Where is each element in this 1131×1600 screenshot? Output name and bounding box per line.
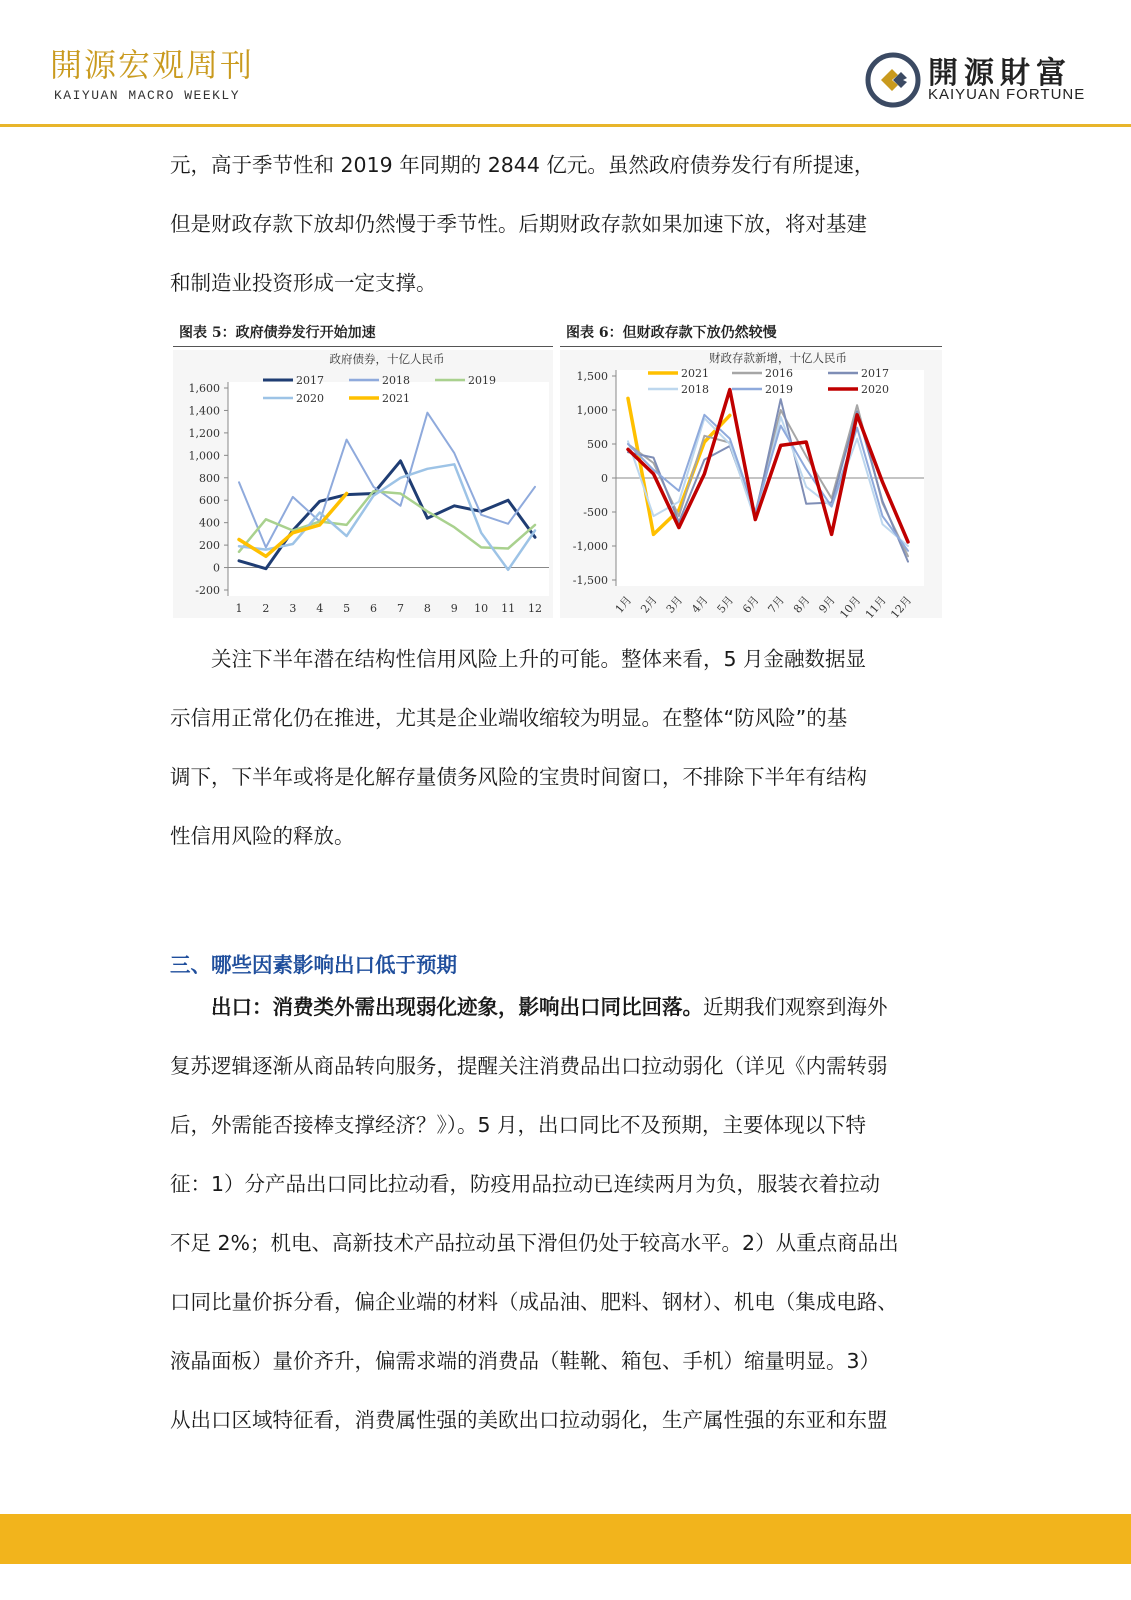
chart-gov-bonds-svg — [173, 350, 553, 618]
x-tick-label: 5月 — [714, 593, 737, 616]
brand-subtitle: KAIYUAN MACRO WEEKLY — [54, 88, 241, 103]
paragraph-exports — [170, 978, 960, 1450]
x-tick-label: 6 — [370, 602, 378, 615]
x-tick-label: 9 — [450, 602, 458, 615]
chart-fiscal-deposits — [560, 350, 942, 618]
x-tick-label: 10月 — [837, 593, 864, 618]
legend-label: 2018 — [681, 383, 709, 396]
x-tick-label: 10 — [474, 602, 489, 615]
bold-lead: 出口：消费类外需出现弱化迹象，影响出口同比回落。 — [211, 995, 703, 1019]
chart-gov-bonds — [173, 350, 553, 618]
x-tick-label: 12 — [528, 602, 542, 615]
figure-title: 图表 5：政府债券发行开始加速 — [179, 325, 376, 341]
text-line: 但是财政存款下放却仍然慢于季节性。后期财政存款如果加速下放，将对基建 — [170, 212, 867, 236]
y-tick-label: 600 — [199, 494, 220, 508]
x-tick-label: 1 — [235, 602, 243, 615]
x-tick-label: 11月 — [862, 593, 889, 618]
text-line: 关注下半年潜在结构性信用风险上升的可能。整体来看，5 月金融数据显 — [211, 647, 867, 671]
y-tick-label: 1,600 — [188, 382, 220, 395]
y-tick-label: -1,500 — [572, 574, 608, 587]
legend-label: 2020 — [861, 383, 889, 396]
figure-title-rule — [173, 346, 553, 347]
y-tick-label: 500 — [587, 438, 608, 451]
figure-6 — [560, 318, 942, 618]
legend-label: 2019 — [765, 383, 793, 396]
y-tick-label: 200 — [199, 539, 220, 553]
legend-label: 2017 — [861, 367, 889, 380]
text-line: 后，外需能否接棒支撑经济？》）。5 月，出口同比不及预期，主要体现以下特 — [170, 1113, 867, 1137]
y-tick-label: 1,000 — [188, 449, 220, 463]
figure-5 — [173, 318, 553, 618]
text-line: 调下，下半年或将是化解存量债务风险的宝贵时间窗口，不排除下半年有结构 — [170, 765, 867, 789]
paragraph-credit-risk — [170, 630, 960, 866]
x-tick-label: 7月 — [765, 593, 788, 616]
text-line: 复苏逻辑逐渐从商品转向服务，提醒关注消费品出口拉动弱化（详见《内需转弱 — [170, 1054, 888, 1078]
chart-title: 政府债券，十亿人民币 — [329, 352, 445, 366]
x-tick-label: 3月 — [663, 593, 686, 616]
text-line: 从出口区域特征看，消费属性强的美欧出口拉动弱化，生产属性强的东亚和东盟 — [170, 1408, 888, 1432]
x-tick-label: 12月 — [888, 593, 915, 618]
x-tick-label: 1月 — [612, 593, 635, 616]
kaiyuan-logo-icon — [865, 52, 921, 108]
x-tick-label: 3 — [289, 602, 297, 615]
y-tick-label: -500 — [583, 506, 608, 519]
lead-rest: 近期我们观察到海外 — [703, 995, 888, 1019]
chart-fiscal-deposits-svg — [560, 350, 942, 618]
text-line: 和制造业投资形成一定支撑。 — [170, 271, 437, 295]
x-tick-label: 2 — [262, 602, 270, 615]
x-tick-label: 6月 — [740, 593, 762, 616]
x-tick-label: 4 — [316, 602, 324, 615]
y-tick-label: 400 — [199, 516, 220, 530]
text-line: 元，高于季节性和 2019 年同期的 2844 亿元。虽然政府债券发行有所提速， — [170, 153, 875, 177]
brand-title: 開源宏观周刊 — [50, 46, 255, 84]
text-line: 口同比量价拆分看，偏企业端的材料（成品油、肥料、钢材）、机电（集成电路、 — [170, 1290, 898, 1314]
legend-label: 2018 — [382, 374, 410, 387]
text-line: 不足 2%；机电、高新技术产品拉动虽下滑但仍处于较高水平。2）从重点商品出 — [170, 1231, 899, 1255]
x-tick-label: 4月 — [689, 593, 711, 616]
logo-wordmark-en: KAIYUAN FORTUNE — [928, 86, 1086, 103]
text-line: 液晶面板）量价齐升，偏需求端的消费品（鞋靴、箱包、手机）缩量明显。3） — [170, 1349, 881, 1373]
legend-label: 2017 — [296, 374, 324, 387]
footer-bar — [0, 1514, 1131, 1564]
figure-title-rule — [560, 346, 942, 347]
x-tick-label: 2月 — [638, 593, 660, 616]
legend-label: 2020 — [296, 392, 324, 405]
x-tick-label: 7 — [396, 602, 404, 615]
legend-label: 2021 — [681, 367, 709, 380]
legend-label: 2021 — [382, 392, 410, 405]
y-tick-label: -1,000 — [572, 540, 608, 553]
section-title: 三、哪些因素影响出口低于预期 — [170, 953, 457, 977]
page-header — [0, 0, 1131, 128]
y-tick-label: -200 — [195, 584, 220, 597]
header-divider — [0, 124, 1131, 127]
x-tick-label: 5 — [343, 602, 351, 615]
text-line: 性信用风险的释放。 — [170, 824, 355, 848]
y-tick-label: 0 — [213, 561, 220, 575]
text-line: 征：1）分产品出口同比拉动看，防疫用品拉动已连续两月为负，服装衣着拉动 — [170, 1172, 881, 1196]
legend-label: 2016 — [765, 367, 793, 380]
y-tick-label: 1,400 — [188, 404, 220, 418]
y-tick-label: 800 — [199, 471, 220, 485]
x-tick-label: 8 — [423, 602, 431, 615]
figure-title: 图表 6：但财政存款下放仍然较慢 — [566, 325, 777, 341]
y-tick-label: 0 — [601, 472, 608, 485]
legend-label: 2019 — [468, 374, 496, 387]
y-tick-label: 1,200 — [188, 426, 220, 440]
y-tick-label: 1,000 — [576, 404, 608, 417]
x-tick-label: 9月 — [816, 593, 838, 616]
x-tick-label: 11 — [501, 602, 516, 615]
logo-wordmark: 開源財富 — [928, 56, 1072, 91]
x-tick-label: 8月 — [790, 593, 813, 616]
plot-area — [228, 382, 549, 596]
text-line — [170, 978, 960, 1037]
chart-title: 财政存款新增，十亿人民币 — [709, 351, 847, 365]
text-line: 示信用正常化仍在推进，尤其是企业端收缩较为明显。在整体“防风险”的基 — [170, 706, 848, 730]
paragraph-fiscal — [170, 136, 960, 313]
y-tick-label: 1,500 — [576, 370, 608, 383]
